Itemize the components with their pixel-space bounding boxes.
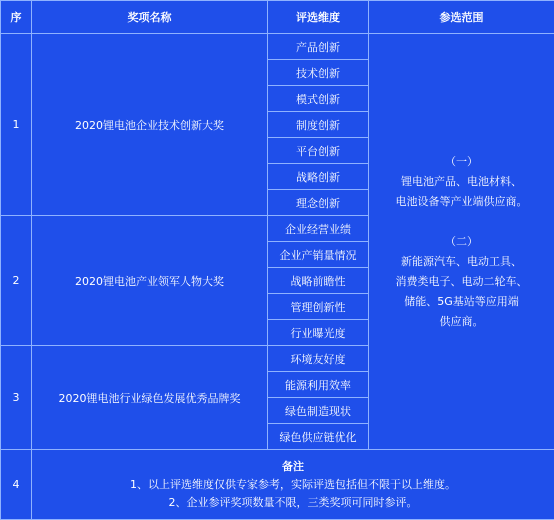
dimension-cell: 绿色制造现状 xyxy=(268,398,369,424)
dimension-cell: 制度创新 xyxy=(268,112,369,138)
dimension-cell: 能源利用效率 xyxy=(268,372,369,398)
dimension-cell: 平台创新 xyxy=(268,138,369,164)
dimension-cell: 产品创新 xyxy=(268,34,369,60)
dimension-cell: 环境友好度 xyxy=(268,346,369,372)
scope-part2-line: 新能源汽车、电动工具、 xyxy=(369,252,554,272)
row-number: 1 xyxy=(1,34,32,216)
row-number: 3 xyxy=(1,346,32,450)
award-name: 2020锂电池企业技术创新大奖 xyxy=(32,34,268,216)
dimension-cell: 技术创新 xyxy=(268,60,369,86)
header-row xyxy=(1,1,554,34)
dimension-cell: 企业产销量情况 xyxy=(268,242,369,268)
dimension-cell: 模式创新 xyxy=(268,86,369,112)
scope-spacer xyxy=(369,212,554,232)
header-dimensions: 评选维度 xyxy=(268,1,369,34)
dimension-cell: 企业经营业绩 xyxy=(268,216,369,242)
header-scope: 参选范围 xyxy=(369,1,554,34)
award-name: 2020锂电池产业领军人物大奖 xyxy=(32,216,268,346)
award-name: 2020锂电池行业绿色发展优秀品牌奖 xyxy=(32,346,268,450)
scope-part2-line: 消费类电子、电动二轮车、 xyxy=(369,272,554,292)
notes-line: 1、以上评选维度仅供专家参考，实际评选包括但不限于以上维度。 xyxy=(32,476,554,494)
scope-part1-title: （一） xyxy=(369,152,554,172)
dimension-cell: 理念创新 xyxy=(268,190,369,216)
dimension-cell: 战略创新 xyxy=(268,164,369,190)
scope-part1-line: 电池设备等产业端供应商。 xyxy=(369,192,554,212)
notes-title: 备注 xyxy=(32,458,554,476)
table-row xyxy=(1,34,554,60)
notes-row xyxy=(1,450,554,520)
dimension-cell: 管理创新性 xyxy=(268,294,369,320)
scope-part2-title: （二） xyxy=(369,232,554,252)
dimension-cell: 绿色供应链优化 xyxy=(268,424,369,450)
row-number: 2 xyxy=(1,216,32,346)
notes-line: 2、企业参评奖项数量不限，三类奖项可同时参评。 xyxy=(32,494,554,512)
dimension-cell: 行业曝光度 xyxy=(268,320,369,346)
header-no: 序 xyxy=(1,1,32,34)
row-number: 4 xyxy=(1,450,32,520)
scope-part2-line: 储能、5G基站等应用端 xyxy=(369,292,554,312)
header-award-name: 奖项名称 xyxy=(32,1,268,34)
scope-part1-line: 锂电池产品、电池材料、 xyxy=(369,172,554,192)
notes-cell xyxy=(32,450,554,520)
dimension-cell: 战略前瞻性 xyxy=(268,268,369,294)
scope-cell xyxy=(369,34,554,450)
scope-part2-line: 供应商。 xyxy=(369,312,554,332)
